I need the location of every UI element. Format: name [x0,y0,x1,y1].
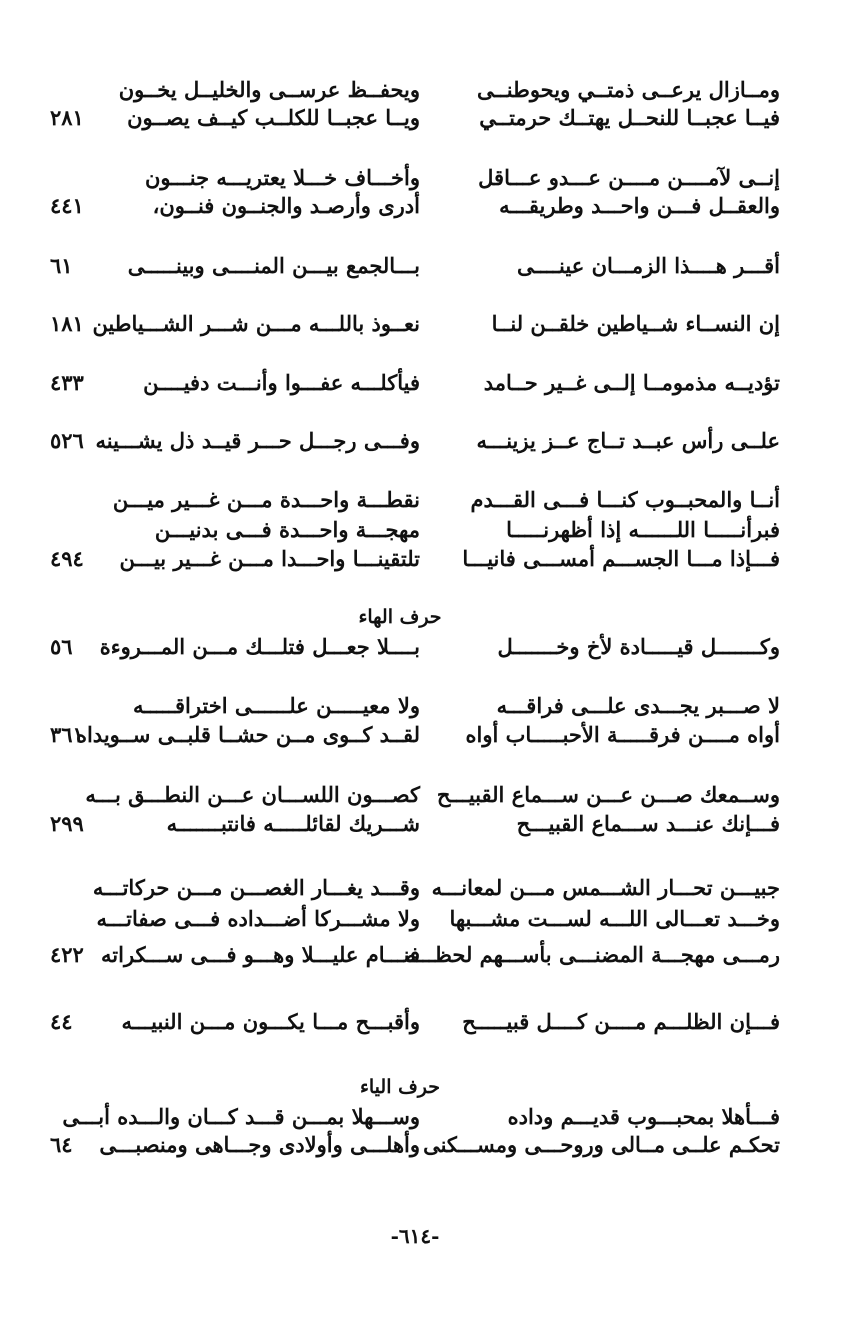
verse-line [0,368,849,398]
verse-line [0,809,849,839]
second-hemistich: وأخـــاف خـــلا يعتريـــه جنـــون [145,165,420,190]
first-hemistich: وســمعك صـــن عـــن ســـماع القبيـــح [436,782,780,807]
first-hemistich: لا صـــبر يجـــدى علـــى فراقـــه [496,693,780,718]
first-hemistich: إنــى لآمــــن مــــن عـــدو عـــاقل [478,165,780,190]
section-heading-haa: حرف الهاء [358,606,442,628]
reference-number: ٣٦١ [50,722,84,747]
verse-line [0,720,849,750]
verse-line [0,485,849,515]
verse-line [0,632,849,662]
reference-number: ٦١ [50,253,73,278]
first-hemistich: رمـــى مهجـــة المضنـــى بأســـهم لحظـــه [405,942,780,967]
verse-line [0,75,849,105]
first-hemistich: علــى رأس عبــد تــاج عــز يزينـــه [476,428,780,453]
second-hemistich: ويــا عجبــا للكلــب كيــف يصــون [127,105,420,130]
second-hemistich: وأهلـــى وأولادى وجـــاهى ومنصبـــى [99,1132,420,1157]
reference-number: ٥٦ [50,634,73,659]
second-hemistich: وســـهلا بمـــن قـــد كـــان والـــده أبـــى [62,1104,420,1129]
first-hemistich: فـــإذا مـــا الجســـم أمســـى فانيـــا [462,546,780,571]
verse-line [0,191,849,221]
reference-number: ٦٤ [50,1132,73,1157]
second-hemistich: ولا مشـــركا أضـــداده فـــى صفاتـــه [96,906,420,931]
reference-number: ٤٤١ [50,193,84,218]
verse-line [0,251,849,281]
first-hemistich: أنــا والمحبــوب كنـــا فـــى القـــدم [470,487,780,512]
reference-number: ٢٨١ [50,105,84,130]
second-hemistich: وقـــد يغـــار الغصـــن مـــن حركاتـــه [92,875,420,900]
first-hemistich: جبيـــن تحـــار الشـــمس مـــن لمعانـــه [431,875,780,900]
verse-line [0,1007,849,1037]
second-hemistich: لقــد كــوى مــن حشــا قلبــى ســويداه [75,722,420,747]
second-hemistich: بــــلا جعـــل فتلـــك مـــن المـــروءة [99,634,420,659]
verse-line [0,544,849,574]
reference-number: ٤٣٣ [50,370,84,395]
first-hemistich: وخـــد تعـــالى اللـــه لســـت مشـــبها [449,906,780,931]
first-hemistich: وكـــــــل قيـــــادة لأخ وخـــــــل [497,634,780,659]
verse-line [0,904,849,934]
verse-line [0,780,849,810]
verse-line [0,1130,849,1160]
reference-number: ٢٩٩ [50,811,84,836]
second-hemistich: شـــريك لقائلـــــه فانتبـــــــه [166,811,420,836]
first-hemistich: ومــازال يرعــى ذمتــي ويحوطنــى [476,77,780,102]
first-hemistich: تحكـم علــى مــالى وروحـــى ومســـكنى [423,1132,780,1157]
second-hemistich: فنـــام عليـــلا وهـــو فـــى ســـكراته [101,942,420,967]
verse-line [0,1102,849,1132]
second-hemistich: بـــالجمع بيـــن المنــــى وبينـــــى [127,253,420,278]
page-number: -٦١٤- [390,1224,440,1248]
first-hemistich: فيــا عجبــا للنحــل يهتــك حرمتــي [479,105,780,130]
second-hemistich: ويحفــظ عرســى والخليــل يخــون [118,77,420,102]
verse-line [0,691,849,721]
verse-line [0,940,849,970]
section-heading-yaa: حرف الياء [359,1076,441,1098]
first-hemistich: أقـــر هــــذا الزمـــان عينــــى [516,253,780,278]
second-hemistich: تلتقينـــا واحـــدا مـــن غـــير بيـــن [119,546,420,571]
second-hemistich: نعــوذ باللـــه مـــن شـــر الشـــياطين [92,311,420,336]
first-hemistich: فـــإنك عنـــد ســـماع القبيـــح [516,811,780,836]
second-hemistich: نقطـــة واحـــدة مـــن غـــير ميـــن [112,487,420,512]
first-hemistich: فـــأهلا بمحبـــوب قديـــم وداده [507,1104,780,1129]
reference-number: ٤٩٤ [50,546,84,571]
first-hemistich: فـــإن الظلـــم مــــن كــــل قبيـــــح [462,1009,780,1034]
second-hemistich: فيأكلـــه عفـــوا وأنـــت دفيــــن [143,370,420,395]
second-hemistich: أدرى وأرصـد والجنــون فنــون، [152,193,420,218]
first-hemistich: فبرأنـــــا اللــــــه إذا أظهرنـــــا [506,517,780,542]
reference-number: ٤٢٢ [50,942,84,967]
reference-number: ٤٤ [50,1009,73,1034]
second-hemistich: ولا معيـــــن علــــــى اختراقـــــه [132,693,420,718]
first-hemistich: تؤديــه مذمومــا إلــى غــير حــامد [483,370,780,395]
verse-line [0,426,849,456]
reference-number: ١٨١ [50,311,84,336]
verse-line [0,873,849,903]
second-hemistich: وأقبـــح مـــا يكـــون مـــن النبيـــه [121,1009,420,1034]
second-hemistich: وفـــى رجـــل حـــر قيــد ذل يشـــينه [95,428,420,453]
first-hemistich: والعقــل فـــن واحـــد وطريقـــه [499,193,780,218]
verse-line [0,515,849,545]
first-hemistich: إن النســاء شــياطين خلقــن لنــا [491,311,780,336]
second-hemistich: مهجـــة واحـــدة فـــى بدنيـــن [154,517,420,542]
verse-line [0,103,849,133]
verse-line [0,309,849,339]
second-hemistich: كصـــون اللســـان عـــن النطـــق بـــه [85,782,420,807]
first-hemistich: أواه مــــن فرقـــــة الأحبـــــاب أواه [465,722,780,747]
verse-line [0,163,849,193]
reference-number: ٥٢٦ [50,428,84,453]
